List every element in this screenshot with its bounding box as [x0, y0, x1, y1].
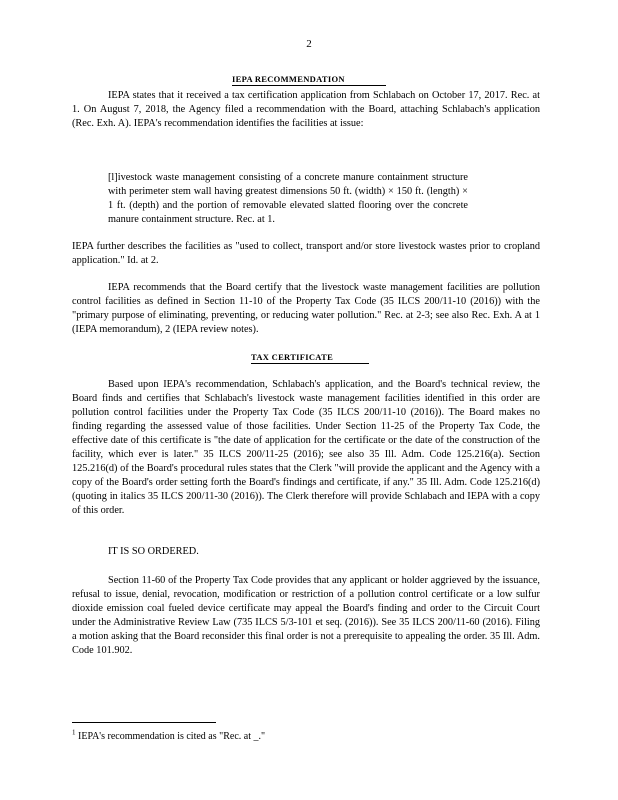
paragraph-iepa-recommends: IEPA recommends that the Board certify that the livestock waste management facilities are pollution control facilities as defined in Section 11-10 of the Property Tax Code (35 ILCS 200/11-10 (2016)) with the "primary purpose of eliminating, preventing, or reducing water pollution." Rec. at 2-3; see also Rec. Exh. A at 1 (IEPA memorandum), 2 (IEPA review notes). [72, 282, 540, 335]
section-heading-iepa-recommendation: IEPA RECOMMENDATION [232, 74, 386, 86]
section-heading-tax-certificate: TAX CERTIFICATE [251, 352, 369, 364]
ordered-statement: IT IS SO ORDERED. [108, 546, 199, 557]
paragraph-iepa-describes: IEPA further describes the facilities as "used to collect, transport and/or store livestock wastes prior to cropland application." Id. at 2. [72, 241, 540, 266]
footnote-text: IEPA's recommendation is cited as "Rec. at _." [78, 731, 266, 742]
paragraph-section-11-60: Section 11-60 of the Property Tax Code provides that any applicant or holder aggrieved by the issuance, refusal to issue, denial, revocation, modification or restriction of a pollution control certificate or a low sulfur dioxide emission coal fueled device certificate may appeal the Board's finding and order to the Circuit Court under the Administrative Review Law (735 ILCS 5/3-101 et seq. (2016)). See 35 ILCS 200/11-60 (2016). Filing a motion asking that the Board reconsider this final order is not a prerequisite to appealing the order. 35 Ill. Adm. Code 101.902. [72, 575, 540, 656]
footnote-divider [72, 722, 216, 723]
block-quote-facilities: [l]ivestock waste management consisting of a concrete manure containment structure with perimeter stem wall having greatest dimensions 50 ft. (width) × 150 ft. (length) × 1 ft. (depth) and the portion of removable elevated slatted flooring over the concrete manure containment structure. Rec. at 1. [108, 172, 468, 225]
paragraph-based-upon: Based upon IEPA's recommendation, Schlabach's application, and the Board's technical review, the Board finds and certifies that Schlabach's livestock waste management facilities identified in this order are pollution control facilities under the Property Tax Code (35 ILCS 200/11-10 (2016)). The Board makes no finding regarding the assessed value of those facilities. Under Section 11-25 of the Property Tax Code, the effective date of this certificate is "the date of application for the certificate or the date of the construction of the facility, which ever is later." 35 ILCS 200/11-25 (2016); see also 35 Ill. Adm. Code 125.216(a). Section 125.216(d) of the Board's procedural rules states that the Clerk "will provide the applicant and the Agency with a copy of the Board's order setting forth the Board's findings and certificate, if any." 35 Ill. Adm. Code 125.216(d) (quoting in italics 35 ILCS 200/11-30 (2016)). The Clerk therefore will provide Schlabach and IEPA with a copy of this order. [72, 379, 540, 516]
footnote-marker: 1 [72, 728, 76, 737]
footnote [72, 730, 540, 744]
page-number: 2 [306, 38, 312, 50]
paragraph-iepa-states: IEPA states that it received a tax certification application from Schlabach on October 17, 2017. Rec. at 1. On August 7, 2018, the Agency filed a recommendation with the Board, attaching Schlabach's application (Rec. Exh. A). IEPA's recommendation identifies the facilities at issue: [72, 90, 540, 129]
